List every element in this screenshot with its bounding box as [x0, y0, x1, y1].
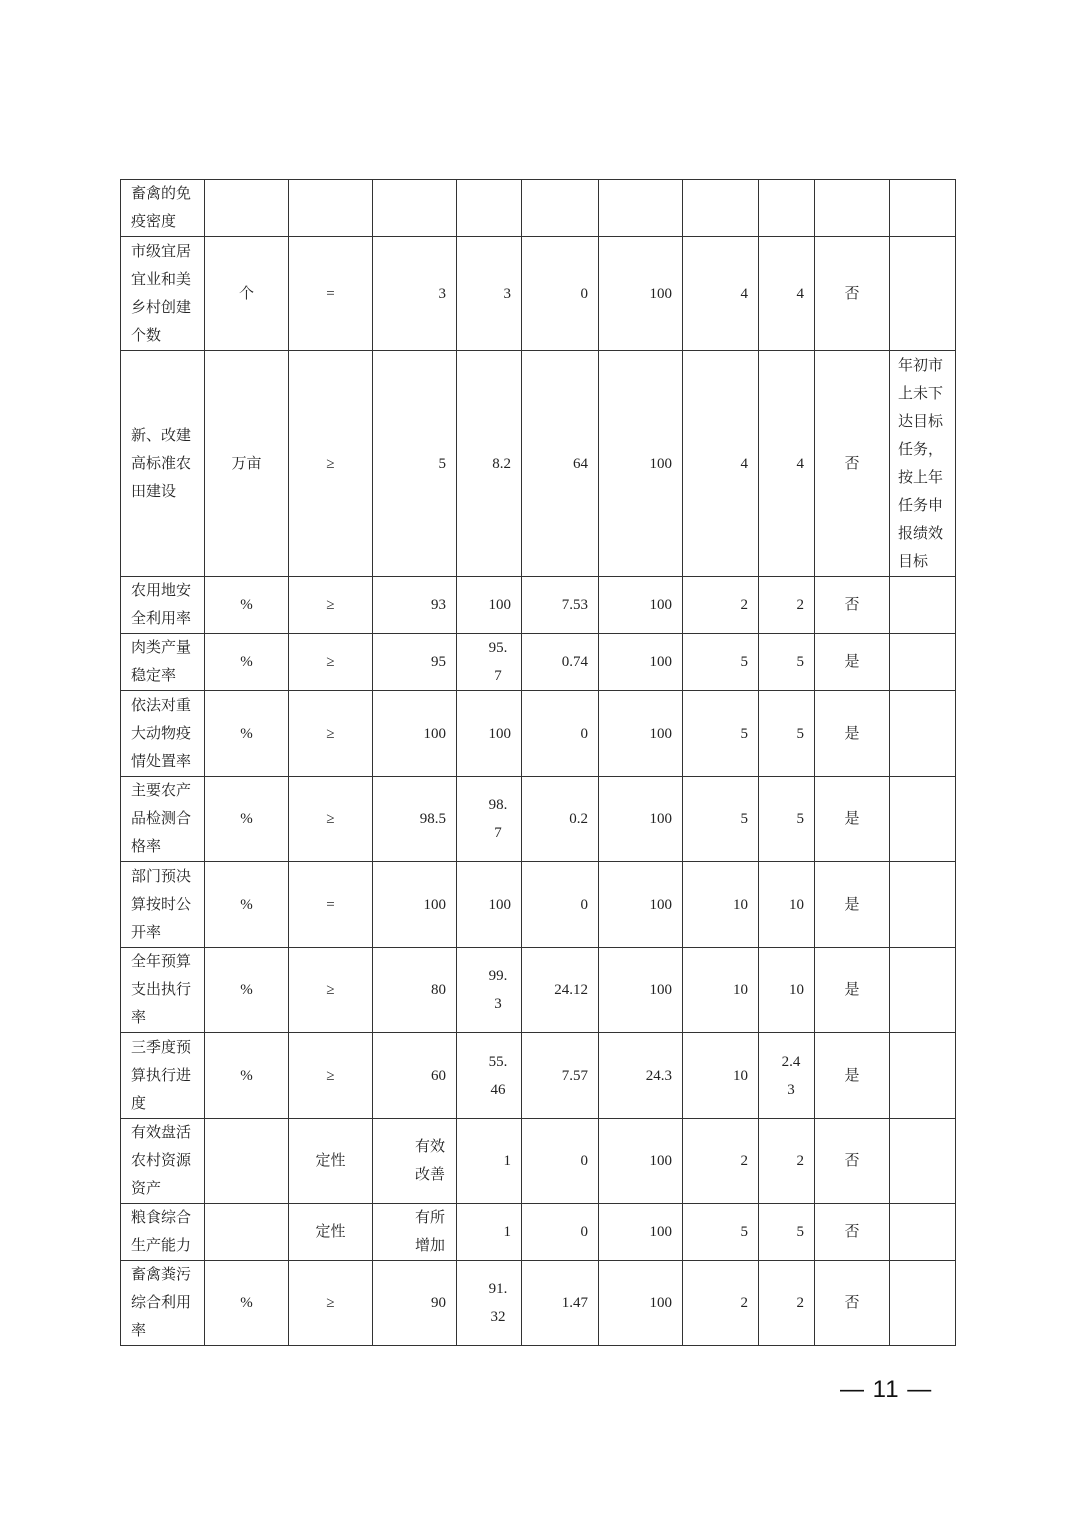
- target-value-cell: 100: [373, 862, 457, 948]
- deviation-cell: 7.53: [522, 577, 599, 634]
- score-cell: 4: [759, 351, 815, 577]
- actual-value-cell: [457, 180, 522, 237]
- note-cell: [890, 577, 956, 634]
- weight-cell: 5: [683, 634, 759, 691]
- note-cell: [890, 1033, 956, 1119]
- indicator-name-cell: 新、改建高标准农田建设: [121, 351, 205, 577]
- unit-cell: %: [205, 1033, 289, 1119]
- score-cell: 5: [759, 691, 815, 777]
- indicator-name-cell: 主要农产品检测合格率: [121, 777, 205, 862]
- actual-value-cell: [457, 777, 522, 862]
- score-cell: 2: [759, 1119, 815, 1204]
- score-rate-cell: 100: [599, 691, 683, 777]
- weight-cell: 5: [683, 777, 759, 862]
- table-row: [121, 948, 956, 1033]
- table-row: [121, 1119, 956, 1204]
- operator-cell: 定性: [289, 1204, 373, 1261]
- table-row: [121, 634, 956, 691]
- table-row: [121, 691, 956, 777]
- actual-value-cell: [457, 1033, 522, 1119]
- table-row: [121, 180, 956, 237]
- weight-cell: 2: [683, 1261, 759, 1346]
- score-rate-cell: 100: [599, 237, 683, 351]
- target-value-cell: 5: [373, 351, 457, 577]
- table-row: [121, 237, 956, 351]
- unit-cell: [205, 1204, 289, 1261]
- unit-cell: 万亩: [205, 351, 289, 577]
- actual-value-cell: 3: [457, 237, 522, 351]
- score-cell: 2: [759, 577, 815, 634]
- deviation-cell: 0: [522, 237, 599, 351]
- unit-cell: %: [205, 577, 289, 634]
- unit-cell: [205, 180, 289, 237]
- deviation-cell: 0: [522, 1119, 599, 1204]
- note-cell: [890, 237, 956, 351]
- actual-value-cell: 1: [457, 1204, 522, 1261]
- flag-cell: 否: [815, 1119, 890, 1204]
- note-cell: [890, 862, 956, 948]
- weight-cell: 2: [683, 1119, 759, 1204]
- table-row: [121, 577, 956, 634]
- actual-value-cell: [457, 1261, 522, 1346]
- table-row: [121, 777, 956, 862]
- deviation-cell: 1.47: [522, 1261, 599, 1346]
- actual-value-cell-text: 91.32: [488, 1281, 508, 1325]
- operator-cell: ≥: [289, 1261, 373, 1346]
- operator-cell: ≥: [289, 691, 373, 777]
- table-row: [121, 862, 956, 948]
- flag-cell: 否: [815, 351, 890, 577]
- note-cell: [890, 948, 956, 1033]
- target-value-cell: [373, 1119, 457, 1204]
- score-cell-text: 2.43: [781, 1053, 801, 1098]
- deviation-cell: 0: [522, 1204, 599, 1261]
- target-value-cell: 100: [373, 691, 457, 777]
- deviation-cell: 0: [522, 691, 599, 777]
- deviation-cell: 0.74: [522, 634, 599, 691]
- flag-cell: 否: [815, 1261, 890, 1346]
- operator-cell: ≥: [289, 777, 373, 862]
- score-rate-cell: [599, 180, 683, 237]
- flag-cell: 否: [815, 577, 890, 634]
- indicator-name-cell: 三季度预算执行进度: [121, 1033, 205, 1119]
- actual-value-cell: 100: [457, 577, 522, 634]
- score-rate-cell: 100: [599, 1261, 683, 1346]
- unit-cell: %: [205, 1261, 289, 1346]
- unit-cell: %: [205, 948, 289, 1033]
- operator-cell: ≥: [289, 1033, 373, 1119]
- flag-cell: 否: [815, 237, 890, 351]
- score-rate-cell: 100: [599, 948, 683, 1033]
- indicator-name-cell: 畜禽的免疫密度: [121, 180, 205, 237]
- performance-indicator-table: [120, 179, 956, 1346]
- target-value-cell: 90: [373, 1261, 457, 1346]
- note-cell: [890, 634, 956, 691]
- weight-cell: 10: [683, 1033, 759, 1119]
- actual-value-cell: 1: [457, 1119, 522, 1204]
- score-rate-cell: 100: [599, 634, 683, 691]
- target-value-cell: 98.5: [373, 777, 457, 862]
- page-number: — 11 —: [840, 1376, 933, 1403]
- unit-cell: [205, 1119, 289, 1204]
- score-rate-cell: 100: [599, 351, 683, 577]
- flag-cell: 是: [815, 634, 890, 691]
- operator-cell: [289, 180, 373, 237]
- score-cell: 2: [759, 1261, 815, 1346]
- indicator-name-cell: 部门预决算按时公开率: [121, 862, 205, 948]
- score-rate-cell: 100: [599, 777, 683, 862]
- note-cell: 年初市上未下达目标任务，按上年任务申报绩效目标: [890, 351, 956, 577]
- target-value-cell-text: 有效改善: [414, 1139, 445, 1183]
- deviation-cell: 7.57: [522, 1033, 599, 1119]
- score-cell: 4: [759, 237, 815, 351]
- target-value-cell: 60: [373, 1033, 457, 1119]
- flag-cell: 是: [815, 862, 890, 948]
- actual-value-cell: 100: [457, 862, 522, 948]
- actual-value-cell: 8.2: [457, 351, 522, 577]
- note-cell: [890, 1261, 956, 1346]
- note-cell: [890, 180, 956, 237]
- unit-cell: %: [205, 777, 289, 862]
- deviation-cell: 0.2: [522, 777, 599, 862]
- unit-cell: 个: [205, 237, 289, 351]
- actual-value-cell-text: 95.7: [488, 640, 508, 684]
- table-row: [121, 1261, 956, 1346]
- score-cell: 10: [759, 862, 815, 948]
- indicator-name-cell: 农用地安全利用率: [121, 577, 205, 634]
- table-row: [121, 1204, 956, 1261]
- indicator-name-cell: 依法对重大动物疫情处置率: [121, 691, 205, 777]
- deviation-cell: 24.12: [522, 948, 599, 1033]
- score-cell: 5: [759, 777, 815, 862]
- score-rate-cell: 100: [599, 1204, 683, 1261]
- operator-cell: ≥: [289, 351, 373, 577]
- flag-cell: 是: [815, 691, 890, 777]
- flag-cell: 是: [815, 777, 890, 862]
- table-row: [121, 351, 956, 577]
- actual-value-cell-text: 98.7: [488, 797, 508, 841]
- score-cell: 10: [759, 948, 815, 1033]
- flag-cell: 否: [815, 1204, 890, 1261]
- unit-cell: %: [205, 634, 289, 691]
- indicator-name-cell: 全年预算支出执行率: [121, 948, 205, 1033]
- score-cell: [759, 1033, 815, 1119]
- operator-cell: ≥: [289, 577, 373, 634]
- weight-cell: 5: [683, 691, 759, 777]
- deviation-cell: [522, 180, 599, 237]
- weight-cell: 10: [683, 862, 759, 948]
- indicator-name-cell: 肉类产量稳定率: [121, 634, 205, 691]
- weight-cell: 10: [683, 948, 759, 1033]
- weight-cell: 2: [683, 577, 759, 634]
- score-rate-cell: 24.3: [599, 1033, 683, 1119]
- target-value-cell: 95: [373, 634, 457, 691]
- deviation-cell: 64: [522, 351, 599, 577]
- score-rate-cell: 100: [599, 577, 683, 634]
- operator-cell: ≥: [289, 948, 373, 1033]
- operator-cell: =: [289, 862, 373, 948]
- note-cell: [890, 777, 956, 862]
- target-value-cell: [373, 1204, 457, 1261]
- target-value-cell: [373, 180, 457, 237]
- indicator-name-cell: 市级宜居宜业和美乡村创建个数: [121, 237, 205, 351]
- operator-cell: ≥: [289, 634, 373, 691]
- target-value-cell: 3: [373, 237, 457, 351]
- operator-cell: =: [289, 237, 373, 351]
- flag-cell: 是: [815, 948, 890, 1033]
- score-rate-cell: 100: [599, 862, 683, 948]
- actual-value-cell-text: 99.3: [488, 968, 508, 1012]
- actual-value-cell-text: 55.46: [488, 1053, 508, 1098]
- target-value-cell-text: 有所增加: [414, 1210, 445, 1254]
- indicator-name-cell: 有效盘活农村资源资产: [121, 1119, 205, 1204]
- actual-value-cell: 100: [457, 691, 522, 777]
- actual-value-cell: [457, 948, 522, 1033]
- unit-cell: %: [205, 691, 289, 777]
- operator-cell: 定性: [289, 1119, 373, 1204]
- score-cell: 5: [759, 1204, 815, 1261]
- deviation-cell: 0: [522, 862, 599, 948]
- weight-cell: [683, 180, 759, 237]
- note-cell: [890, 1204, 956, 1261]
- flag-cell: 是: [815, 1033, 890, 1119]
- weight-cell: 5: [683, 1204, 759, 1261]
- actual-value-cell: [457, 634, 522, 691]
- score-rate-cell: 100: [599, 1119, 683, 1204]
- score-cell: 5: [759, 634, 815, 691]
- unit-cell: %: [205, 862, 289, 948]
- indicator-name-cell: 粮食综合生产能力: [121, 1204, 205, 1261]
- flag-cell: [815, 180, 890, 237]
- table-row: [121, 1033, 956, 1119]
- note-cell: [890, 1119, 956, 1204]
- score-cell: [759, 180, 815, 237]
- weight-cell: 4: [683, 237, 759, 351]
- note-cell: [890, 691, 956, 777]
- target-value-cell: 80: [373, 948, 457, 1033]
- indicator-name-cell: 畜禽粪污综合利用率: [121, 1261, 205, 1346]
- weight-cell: 4: [683, 351, 759, 577]
- target-value-cell: 93: [373, 577, 457, 634]
